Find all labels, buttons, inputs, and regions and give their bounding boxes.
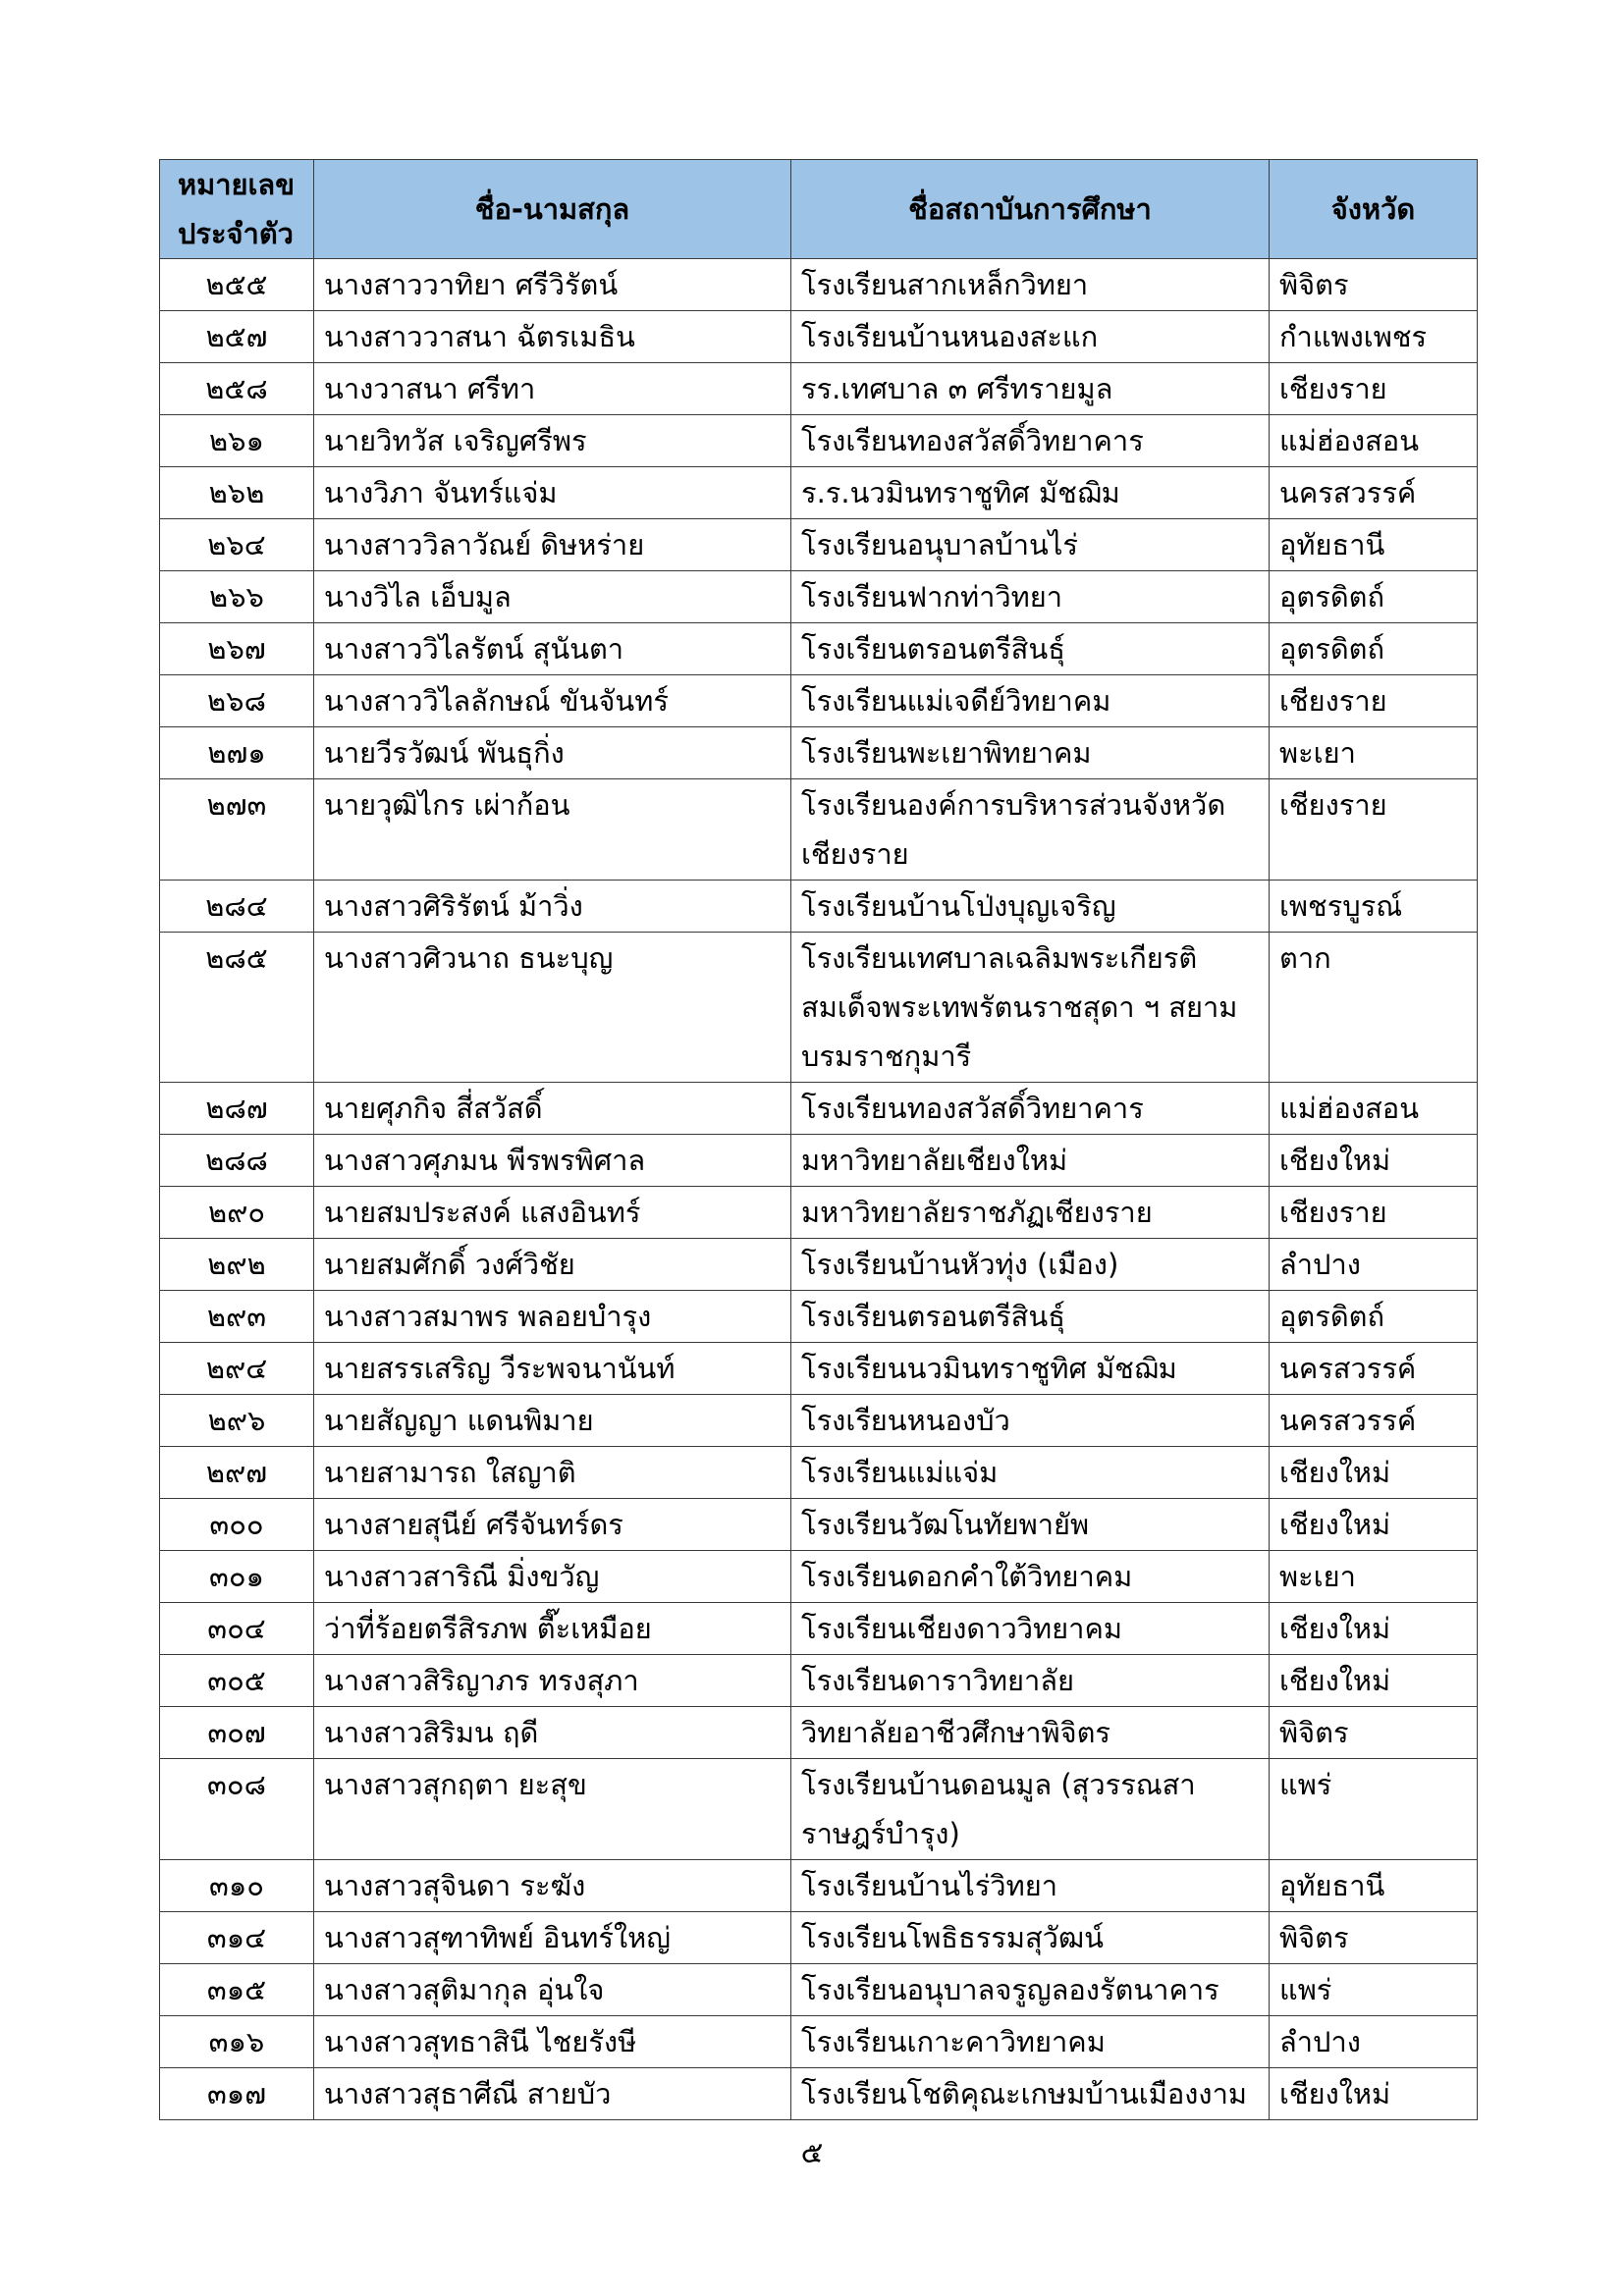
cell-institution: โรงเรียนวัฒโนทัยพายัพ: [791, 1499, 1270, 1551]
participant-table: [159, 159, 1478, 2120]
table-row: [160, 933, 1478, 1083]
table-row: [160, 1187, 1478, 1239]
cell-id: ๒๙๓: [160, 1291, 314, 1343]
header-name: ชื่อ-นามสกุล: [314, 160, 791, 259]
cell-name: นางวิไล เอ็บมูล: [314, 571, 791, 623]
cell-id: ๒๙๐: [160, 1187, 314, 1239]
cell-id: ๓๐๕: [160, 1655, 314, 1707]
cell-name: นางสาววาสนา ฉัตรเมธิน: [314, 311, 791, 363]
table-row: [160, 1083, 1478, 1135]
table-row: [160, 1860, 1478, 1912]
cell-id: ๒๕๘: [160, 363, 314, 415]
cell-province: เชียงใหม่: [1270, 1135, 1478, 1187]
cell-id: ๓๐๐: [160, 1499, 314, 1551]
cell-name: นางสาวศิริรัตน์ ม้าวิ่ง: [314, 881, 791, 933]
cell-province: เชียงราย: [1270, 1187, 1478, 1239]
table-row: [160, 1912, 1478, 1964]
cell-name: นายสมศักดิ์ วงศ์วิชัย: [314, 1239, 791, 1291]
table-row: [160, 1343, 1478, 1395]
cell-name: นางสายสุนีย์ ศรีจันทร์ดร: [314, 1499, 791, 1551]
cell-institution: โรงเรียนบ้านไร่วิทยา: [791, 1860, 1270, 1912]
cell-institution: โรงเรียนบ้านโป่งบุญเจริญ: [791, 881, 1270, 933]
table-row: [160, 1603, 1478, 1655]
table-row: [160, 1964, 1478, 2016]
cell-name: นางสาวสุจินดา ระฆัง: [314, 1860, 791, 1912]
cell-name: ว่าที่ร้อยตรีสิรภพ ตี๊ะเหมือย: [314, 1603, 791, 1655]
cell-id: ๒๘๗: [160, 1083, 314, 1135]
cell-institution: โรงเรียนพะเยาพิทยาคม: [791, 727, 1270, 779]
cell-id: ๒๗๓: [160, 779, 314, 881]
cell-institution: โรงเรียนทองสวัสดิ์วิทยาคาร: [791, 1083, 1270, 1135]
cell-province: เชียงใหม่: [1270, 1603, 1478, 1655]
header-row: [160, 160, 1478, 259]
table-row: [160, 1499, 1478, 1551]
cell-institution: โรงเรียนเกาะคาวิทยาคม: [791, 2016, 1270, 2068]
cell-id: ๓๐๗: [160, 1707, 314, 1759]
table-row: [160, 623, 1478, 675]
cell-province: อุตรดิตถ์: [1270, 571, 1478, 623]
cell-province: อุตรดิตถ์: [1270, 1291, 1478, 1343]
cell-id: ๒๖๘: [160, 675, 314, 727]
cell-province: แพร่: [1270, 1759, 1478, 1860]
table-header: [160, 160, 1478, 259]
cell-province: นครสวรรค์: [1270, 467, 1478, 519]
table-row: [160, 1135, 1478, 1187]
cell-province: เชียงใหม่: [1270, 2068, 1478, 2120]
cell-province: พิจิตร: [1270, 259, 1478, 311]
cell-province: ลำปาง: [1270, 2016, 1478, 2068]
table-row: [160, 2068, 1478, 2120]
cell-province: พะเยา: [1270, 1551, 1478, 1603]
cell-province: แม่ฮ่องสอน: [1270, 1083, 1478, 1135]
cell-institution: ร.ร.นวมินทราชูทิศ มัชฌิม: [791, 467, 1270, 519]
cell-name: นายสมประสงค์ แสงอินทร์: [314, 1187, 791, 1239]
cell-institution: โรงเรียนโชติคุณะเกษมบ้านเมืองงาม: [791, 2068, 1270, 2120]
cell-name: นางสาวสุทธาสินี ไชยรังษี: [314, 2016, 791, 2068]
cell-name: นางสาววิไลลักษณ์ ขันจันทร์: [314, 675, 791, 727]
cell-id: ๓๐๑: [160, 1551, 314, 1603]
table-row: [160, 311, 1478, 363]
cell-institution: โรงเรียนแม่เจดีย์วิทยาคม: [791, 675, 1270, 727]
cell-institution: โรงเรียนหนองบัว: [791, 1395, 1270, 1447]
cell-id: ๒๘๘: [160, 1135, 314, 1187]
cell-id: ๒๖๔: [160, 519, 314, 571]
table-row: [160, 727, 1478, 779]
cell-institution: โรงเรียนตรอนตรีสินธุ์: [791, 1291, 1270, 1343]
cell-id: ๒๖๖: [160, 571, 314, 623]
cell-name: นางสาวสุติมากุล อุ่นใจ: [314, 1964, 791, 2016]
cell-institution: โรงเรียนเทศบาลเฉลิมพระเกียรติสมเด็จพระเทพรัตนราชสุดา ฯ สยามบรมราชกุมารี: [791, 933, 1270, 1083]
table-row: [160, 1655, 1478, 1707]
cell-name: นายสัญญา แดนพิมาย: [314, 1395, 791, 1447]
header-province: จังหวัด: [1270, 160, 1478, 259]
cell-name: นางสาวสุฑาทิพย์ อินทร์ใหญ่: [314, 1912, 791, 1964]
cell-id: ๓๑๐: [160, 1860, 314, 1912]
cell-name: นางสาวสิริญาภร ทรงสุภา: [314, 1655, 791, 1707]
table-row: [160, 415, 1478, 467]
cell-institution: โรงเรียนนวมินทราชูทิศ มัชฌิม: [791, 1343, 1270, 1395]
table-row: [160, 467, 1478, 519]
table-row: [160, 881, 1478, 933]
cell-id: ๒๗๑: [160, 727, 314, 779]
page-number: ๕: [800, 2136, 824, 2170]
cell-name: นายวุฒิไกร เผ่าก้อน: [314, 779, 791, 881]
cell-id: ๓๐๘: [160, 1759, 314, 1860]
cell-institution: โรงเรียนทองสวัสดิ์วิทยาคาร: [791, 415, 1270, 467]
cell-id: ๒๙๔: [160, 1343, 314, 1395]
cell-province: เชียงราย: [1270, 363, 1478, 415]
cell-province: พิจิตร: [1270, 1912, 1478, 1964]
cell-province: อุตรดิตถ์: [1270, 623, 1478, 675]
cell-province: เชียงราย: [1270, 675, 1478, 727]
cell-institution: โรงเรียนตรอนตรีสินธุ์: [791, 623, 1270, 675]
table-row: [160, 1447, 1478, 1499]
cell-id: ๓๑๖: [160, 2016, 314, 2068]
table-row: [160, 779, 1478, 881]
cell-name: นางสาวสาริณี มิ่งขวัญ: [314, 1551, 791, 1603]
cell-province: กำแพงเพชร: [1270, 311, 1478, 363]
cell-id: ๒๘๔: [160, 881, 314, 933]
cell-institution: โรงเรียนบ้านหนองสะแก: [791, 311, 1270, 363]
cell-province: พิจิตร: [1270, 1707, 1478, 1759]
cell-id: ๓๐๔: [160, 1603, 314, 1655]
table-row: [160, 1239, 1478, 1291]
cell-name: นายวีรวัฒน์ พันธุกิ่ง: [314, 727, 791, 779]
table-row: [160, 519, 1478, 571]
cell-institution: มหาวิทยาลัยเชียงใหม่: [791, 1135, 1270, 1187]
cell-name: นางสาวสุกฤตา ยะสุข: [314, 1759, 791, 1860]
cell-id: ๓๑๗: [160, 2068, 314, 2120]
cell-province: ตาก: [1270, 933, 1478, 1083]
cell-id: ๒๘๕: [160, 933, 314, 1083]
cell-name: นายสรรเสริญ วีระพจนานันท์: [314, 1343, 791, 1395]
cell-id: ๒๖๗: [160, 623, 314, 675]
cell-institution: โรงเรียนอนุบาลบ้านไร่: [791, 519, 1270, 571]
table-row: [160, 363, 1478, 415]
table-row: [160, 259, 1478, 311]
cell-province: เชียงใหม่: [1270, 1655, 1478, 1707]
cell-province: เชียงใหม่: [1270, 1447, 1478, 1499]
cell-id: ๒๙๖: [160, 1395, 314, 1447]
cell-institution: โรงเรียนแม่แจ่ม: [791, 1447, 1270, 1499]
cell-province: แม่ฮ่องสอน: [1270, 415, 1478, 467]
table-row: [160, 1759, 1478, 1860]
cell-name: นางสาววิลาวัณย์ ดิษหร่าย: [314, 519, 791, 571]
cell-name: นางสาวศิวนาถ ธนะบุญ: [314, 933, 791, 1083]
cell-id: ๒๖๑: [160, 415, 314, 467]
cell-province: อุทัยธานี: [1270, 1860, 1478, 1912]
cell-institution: โรงเรียนสากเหล็กวิทยา: [791, 259, 1270, 311]
cell-province: นครสวรรค์: [1270, 1343, 1478, 1395]
cell-institution: โรงเรียนอนุบาลจรูญลองรัตนาคาร: [791, 1964, 1270, 2016]
table-row: [160, 1291, 1478, 1343]
table-row: [160, 2016, 1478, 2068]
table-body: [160, 259, 1478, 2120]
cell-id: ๒๕๗: [160, 311, 314, 363]
cell-institution: วิทยาลัยอาชีวศึกษาพิจิตร: [791, 1707, 1270, 1759]
cell-name: นายวิทวัส เจริญศรีพร: [314, 415, 791, 467]
cell-name: นางสาวศุภมน พีรพรพิศาล: [314, 1135, 791, 1187]
cell-institution: โรงเรียนบ้านดอนมูล (สุวรรณสาราษฎร์บำรุง): [791, 1759, 1270, 1860]
cell-id: ๒๖๒: [160, 467, 314, 519]
table-row: [160, 675, 1478, 727]
cell-institution: รร.เทศบาล ๓ ศรีทรายมูล: [791, 363, 1270, 415]
cell-id: ๒๕๕: [160, 259, 314, 311]
cell-province: เพชรบูรณ์: [1270, 881, 1478, 933]
cell-province: อุทัยธานี: [1270, 519, 1478, 571]
cell-province: เชียงราย: [1270, 779, 1478, 881]
cell-name: นางสาวสมาพร พลอยบำรุง: [314, 1291, 791, 1343]
cell-institution: โรงเรียนองค์การบริหารส่วนจังหวัดเชียงราย: [791, 779, 1270, 881]
cell-institution: โรงเรียนเชียงดาววิทยาคม: [791, 1603, 1270, 1655]
cell-province: เชียงใหม่: [1270, 1499, 1478, 1551]
cell-province: พะเยา: [1270, 727, 1478, 779]
header-institution: ชื่อสถาบันการศึกษา: [791, 160, 1270, 259]
table-row: [160, 1707, 1478, 1759]
cell-id: ๓๑๔: [160, 1912, 314, 1964]
header-id: หมายเลข ประจำตัว: [160, 160, 314, 259]
table-row: [160, 1395, 1478, 1447]
cell-province: นครสวรรค์: [1270, 1395, 1478, 1447]
cell-name: นายศุภกิจ สี่สวัสดิ์: [314, 1083, 791, 1135]
cell-name: นางสาวสิริมน ฤดี: [314, 1707, 791, 1759]
cell-name: นางสาววิไลรัตน์ สุนันตา: [314, 623, 791, 675]
cell-id: ๒๙๗: [160, 1447, 314, 1499]
cell-name: นางสาวสุธาศีณี สายบัว: [314, 2068, 791, 2120]
cell-name: นายสามารถ ใสญาติ: [314, 1447, 791, 1499]
cell-institution: โรงเรียนบ้านหัวทุ่ง (เมือง): [791, 1239, 1270, 1291]
cell-province: แพร่: [1270, 1964, 1478, 2016]
cell-name: นางวาสนา ศรีทา: [314, 363, 791, 415]
cell-institution: โรงเรียนดาราวิทยาลัย: [791, 1655, 1270, 1707]
table-row: [160, 571, 1478, 623]
cell-institution: โรงเรียนโพธิธรรมสุวัฒน์: [791, 1912, 1270, 1964]
cell-institution: โรงเรียนดอกคำใต้วิทยาคม: [791, 1551, 1270, 1603]
cell-id: ๓๑๕: [160, 1964, 314, 2016]
cell-institution: มหาวิทยาลัยราชภัฏเชียงราย: [791, 1187, 1270, 1239]
cell-province: ลำปาง: [1270, 1239, 1478, 1291]
cell-id: ๒๙๒: [160, 1239, 314, 1291]
cell-name: นางสาววาทิยา ศรีวิรัตน์: [314, 259, 791, 311]
cell-name: นางวิภา จันทร์แจ่ม: [314, 467, 791, 519]
cell-institution: โรงเรียนฟากท่าวิทยา: [791, 571, 1270, 623]
table-row: [160, 1551, 1478, 1603]
